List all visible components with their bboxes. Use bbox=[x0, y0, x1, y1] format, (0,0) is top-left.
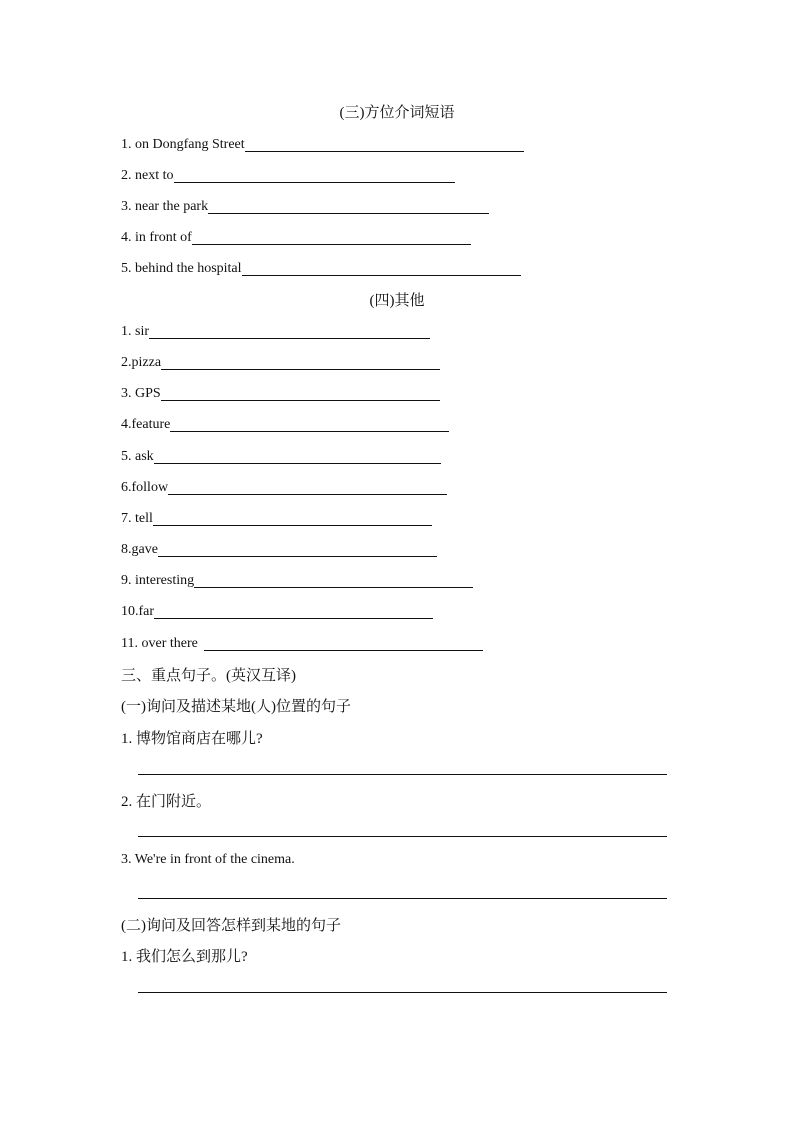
answer-blank[interactable] bbox=[154, 447, 441, 464]
answer-line[interactable] bbox=[138, 992, 667, 993]
item-text: 1. sir bbox=[121, 324, 149, 339]
answer-blank[interactable] bbox=[158, 540, 437, 557]
item-text: 3. GPS bbox=[121, 386, 161, 401]
question-item: 1. 我们怎么到那儿? bbox=[121, 949, 248, 965]
answer-line[interactable] bbox=[138, 836, 667, 837]
list-item bbox=[121, 227, 471, 247]
item-text: 10.far bbox=[121, 604, 155, 619]
answer-line[interactable] bbox=[138, 774, 667, 775]
list-item bbox=[121, 477, 447, 497]
list-item bbox=[121, 134, 524, 154]
item-text: 3. near the park bbox=[121, 199, 209, 214]
answer-blank[interactable] bbox=[194, 571, 473, 588]
list-item bbox=[121, 539, 437, 559]
question-item: 2. 在门附近。 bbox=[121, 794, 212, 810]
list-item bbox=[121, 570, 473, 590]
item-text: 2. next to bbox=[121, 168, 174, 183]
answer-blank[interactable] bbox=[245, 135, 524, 152]
item-text: 1. on Dongfang Street bbox=[121, 137, 245, 152]
item-text: 5. behind the hospital bbox=[121, 261, 242, 276]
item-text: 4. in front of bbox=[121, 230, 192, 245]
answer-blank[interactable] bbox=[170, 415, 449, 432]
item-text: 9. interesting bbox=[121, 573, 195, 588]
answer-blank[interactable] bbox=[161, 384, 440, 401]
answer-blank[interactable] bbox=[168, 478, 447, 495]
list-item bbox=[121, 633, 483, 653]
list-item bbox=[121, 196, 489, 216]
answer-blank[interactable] bbox=[208, 197, 489, 214]
subsection-title-location: (一)询问及描述某地(人)位置的句子 bbox=[121, 699, 351, 715]
list-item bbox=[121, 352, 440, 372]
answer-blank[interactable] bbox=[149, 322, 430, 339]
item-text: 7. tell bbox=[121, 511, 153, 526]
question-item: 1. 博物馆商店在哪儿? bbox=[121, 731, 263, 747]
list-item bbox=[121, 258, 521, 278]
section-heading-others: (四)其他 bbox=[369, 293, 425, 309]
item-text: 11. over there bbox=[121, 636, 198, 651]
item-text: 4.feature bbox=[121, 417, 171, 432]
answer-blank[interactable] bbox=[174, 166, 455, 183]
answer-blank[interactable] bbox=[161, 353, 440, 370]
list-item bbox=[121, 446, 441, 466]
answer-line[interactable] bbox=[138, 898, 667, 899]
list-item bbox=[121, 601, 433, 621]
list-item bbox=[121, 383, 440, 403]
part-title-key-sentences: 三、重点句子。(英汉互译) bbox=[121, 668, 296, 684]
list-item bbox=[121, 414, 449, 434]
list-item bbox=[121, 508, 432, 528]
answer-blank[interactable] bbox=[154, 602, 433, 619]
answer-blank[interactable] bbox=[204, 634, 483, 651]
subsection-title-directions: (二)询问及回答怎样到某地的句子 bbox=[121, 918, 341, 934]
answer-blank[interactable] bbox=[242, 259, 521, 276]
answer-blank[interactable] bbox=[153, 509, 432, 526]
item-text: 6.follow bbox=[121, 480, 169, 495]
question-item: 3. We're in front of the cinema. bbox=[121, 852, 295, 867]
list-item bbox=[121, 165, 455, 185]
answer-blank[interactable] bbox=[192, 228, 471, 245]
section-heading-prepositions: (三)方位介词短语 bbox=[339, 105, 455, 121]
item-text: 8.gave bbox=[121, 542, 158, 557]
item-text: 5. ask bbox=[121, 449, 154, 464]
item-text: 2.pizza bbox=[121, 355, 162, 370]
list-item bbox=[121, 321, 430, 341]
